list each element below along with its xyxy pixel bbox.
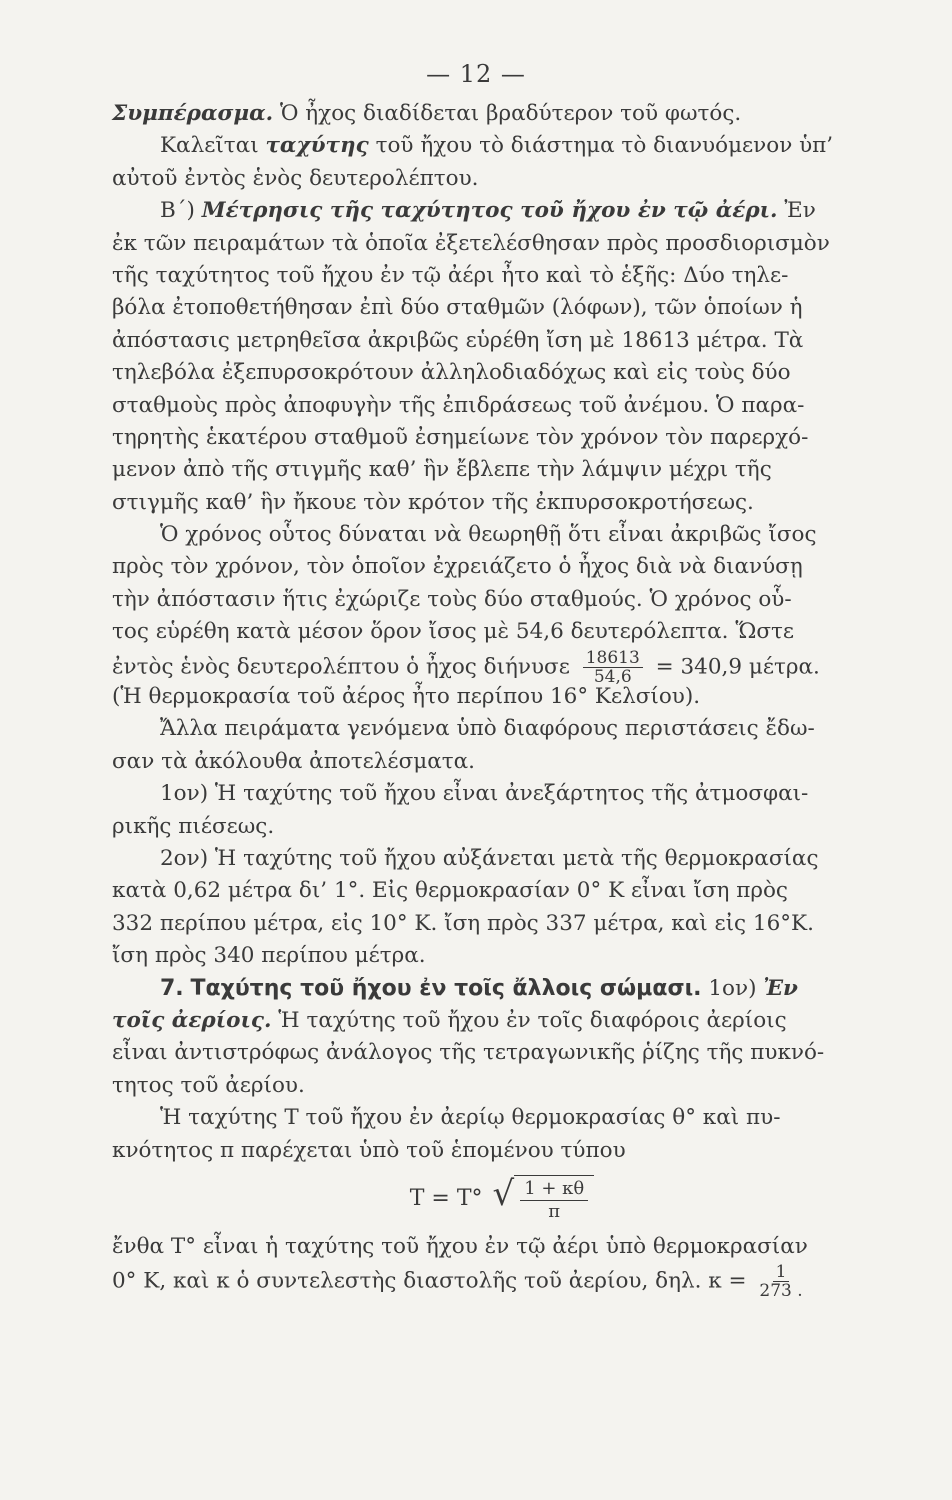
text-span: Καλεῖται <box>160 133 259 159</box>
radicand <box>514 1175 594 1223</box>
formula-numerator: 1 + κθ <box>520 1178 588 1201</box>
text-line: τὴν ἀπόστασιν ἥτις ἐχώριζε τοὺς δύο σταθμούς. Ὁ χρόνος οὗ- <box>112 586 792 612</box>
text-line: Ὁ χρόνος οὗτος δύναται νὰ θεωρηθῇ ὅτι εἶναι ἀκριβῶς ἴσος <box>160 522 817 548</box>
conclusion-line-2 <box>112 130 892 162</box>
last-line <box>112 1262 892 1302</box>
conclusion-line-1 <box>112 98 892 130</box>
item-1-line: ρικῆς πιέσεως. <box>112 813 275 839</box>
last-line-prefix: 0° Κ, καὶ κ ὁ συντελεστὴς διαστολῆς τοῦ ἀερίου, δηλ. κ = <box>112 1268 747 1294</box>
section-b-heading-rest: Ἐν <box>784 198 816 224</box>
section-b-heading-line <box>112 195 892 227</box>
conclusion-heading: Συμπέρασμα. <box>112 101 274 126</box>
text-line: τος εὑρέθη κατὰ μέσον ὅρον ἴσος μὲ 54,6 δευτερόλεπτα. Ὥστε <box>112 619 795 645</box>
text-line: βόλα ἐτοποθετήθησαν ἐπὶ δύο σταθμῶν (λόφων), τῶν ὁποίων ἡ <box>112 295 803 321</box>
text-line: ἐκ τῶν πειραμάτων τὰ ὁποῖα ἐξετελέσθησαν πρὸς προσδιορισμὸν <box>112 230 830 256</box>
calc-numerator: 18613 <box>583 649 643 668</box>
text-line: στιγμῆς καθ’ ἣν ἤκουε τὸν κρότον τῆς ἐκπυρσοκροτήσεως. <box>112 489 754 515</box>
text-line: ἔνθα Τ° εἶναι ἡ ταχύτης τοῦ ἤχου ἐν τῷ ἀέρι ὑπὸ θερμοκρασίαν <box>112 1233 808 1259</box>
kappa-denominator: 273 . <box>759 1281 803 1302</box>
text-line: ἀπόστασις μετρηθεῖσα ἀκριβῶς εὑρέθη ἴση μὲ 18613 μέτρα. Τὰ <box>112 327 804 353</box>
conclusion-line-3: αὐτοῦ ἐντὸς ἑνὸς δευτερολέπτου. <box>112 165 479 191</box>
radical-sign-icon: √ <box>492 1173 515 1214</box>
item-2-line: κατὰ 0,62 μέτρα δι’ 1°. Εἰς θερμοκρασίαν 0° Κ εἶναι ἴση πρὸς <box>112 878 788 904</box>
conclusion-text: Ὁ ἦχος διαδίδεται βραδύτερον τοῦ φωτός. <box>279 101 742 126</box>
text-line: σαν τὰ ἀκόλουθα ἀποτελέσματα. <box>112 748 475 774</box>
item-2-line: 2ον) Ἡ ταχύτης τοῦ ἤχου αὐξάνεται μετὰ τῆς θερμοκρασίας <box>160 845 819 871</box>
calc-line <box>112 647 892 687</box>
formula-denominator: π <box>548 1200 561 1222</box>
page-body <box>112 98 892 1302</box>
page-number: — 12 — <box>426 60 526 88</box>
text-span: τοῦ ἤχου τὸ διάστημα τὸ διανυόμενον ὑπ’ <box>375 133 834 159</box>
section-7-line <box>112 1005 892 1037</box>
kappa-fraction <box>759 1263 802 1300</box>
text-line: Ἄλλα πειράματα γενόμενα ὑπὸ διαφόρους περιστάσεις ἔδω- <box>160 716 815 742</box>
text-line: σταθμοὺς πρὸς ἀποφυγὴν τῆς ἐπιδράσεως τοῦ ἀνέμου. Ὁ παρα- <box>112 392 805 418</box>
term-velocity: ταχύτης <box>265 133 369 159</box>
kappa-numerator: 1 <box>773 1263 790 1282</box>
text-line: κνότητος π παρέχεται ὑπὸ τοῦ ἑπομένου τύπου <box>112 1137 626 1163</box>
text-line: πρὸς τὸν χρόνον, τὸν ὁποῖον ἐχρειάζετο ὁ ἦχος διὰ νὰ διανύσῃ <box>112 554 803 580</box>
section-7-heading-line <box>112 973 892 1005</box>
text-line: τηλεβόλα ἐξεπυρσοκρότουν ἀλληλοδιαδόχως καὶ εἰς τοὺς δύο <box>112 360 791 386</box>
section-7-sub-label: 1ον) <box>708 975 757 1001</box>
calc-prefix: ἐντὸς ἑνὸς δευτερολέπτου ὁ ἦχος διήνυσε <box>112 654 570 680</box>
section-b-label: Β΄) <box>160 198 195 224</box>
item-1-line: 1ον) Ἡ ταχύτης τοῦ ἤχου εἶναι ἀνεξάρτητος τῆς ἀτμοσφαι- <box>160 781 809 807</box>
text-line: τῆς ταχύτητος τοῦ ἤχου ἐν τῷ ἀέρι ἦτο καὶ τὸ ἑξῆς: Δύο τηλε- <box>112 262 789 288</box>
temperature-note: (Ἡ θερμοκρασία τοῦ ἀέρος ἦτο περίπου 16° Κελσίου). <box>112 684 701 710</box>
text-line: τητος τοῦ ἀερίου. <box>112 1072 305 1098</box>
velocity-formula <box>112 1167 892 1231</box>
section-b-heading: Μέτρησις τῆς ταχύτητος τοῦ ἤχου ἐν τῷ ἀέρι. <box>201 198 778 224</box>
item-2-line: ἴση πρὸς 340 περίπου μέτρα. <box>112 943 426 969</box>
calc-result: = 340,9 μέτρα. <box>655 654 820 680</box>
item-2-line: 332 περίπου μέτρα, εἰς 10° Κ. ἴση πρὸς 337 μέτρα, καὶ εἰς 16°Κ. <box>112 910 814 936</box>
text-line: μενον ἀπὸ τῆς στιγμῆς καθ’ ἣν ἔβλεπε τὴν λάμψιν μέχρι τῆς <box>112 457 772 483</box>
text-line: τηρητὴς ἑκατέρου σταθμοῦ ἐσημείωνε τὸν χρόνον τὸν παρερχό- <box>112 424 809 450</box>
section-7-heading: Ταχύτης τοῦ ἤχου ἐν τοῖς ἄλλοις σώμασι. <box>190 975 702 1001</box>
text-line: εἶναι ἀντιστρόφως ἀνάλογος τῆς τετραγωνικῆς ῥίζης τῆς πυκνό- <box>112 1040 825 1066</box>
section-7-number: 7. <box>160 975 184 1001</box>
text-span: Ἡ ταχύτης τοῦ ἤχου ἐν τοῖς διαφόροις ἀερίοις <box>278 1007 787 1033</box>
formula-left: Τ = Τ° <box>409 1185 483 1211</box>
section-7-sub-heading-b: τοῖς ἀερίοις. <box>112 1007 272 1033</box>
square-root <box>493 1175 595 1223</box>
calc-denominator: 54,6 <box>593 666 632 687</box>
text-line: Ἡ ταχύτης Τ τοῦ ἤχου ἐν ἀερίῳ θερμοκρασίας θ° καὶ πυ- <box>160 1105 781 1131</box>
section-7-sub-heading-a: Ἐν <box>763 975 798 1001</box>
